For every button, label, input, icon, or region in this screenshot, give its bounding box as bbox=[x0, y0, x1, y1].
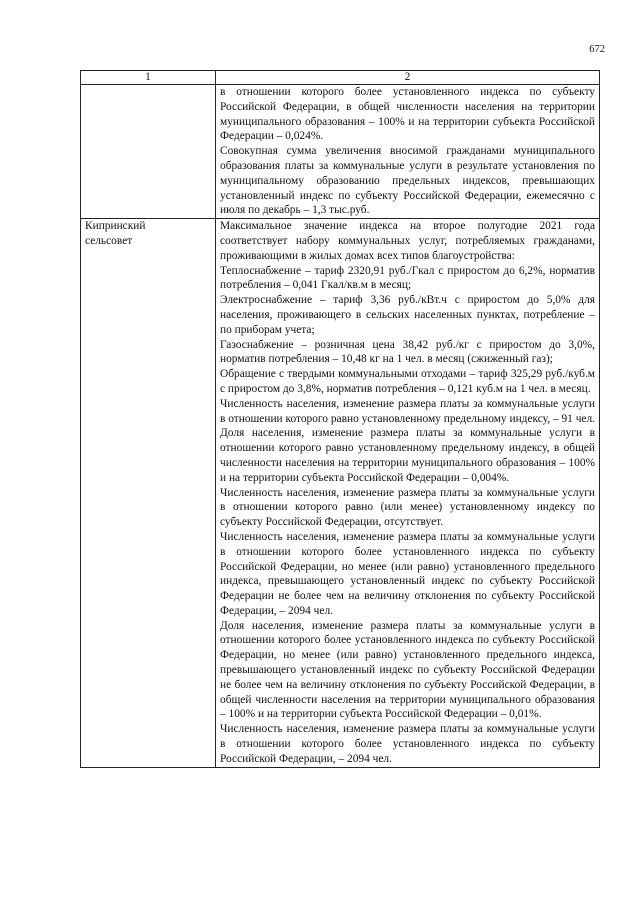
description-cell bbox=[216, 85, 600, 219]
paragraph: Численность населения, изменение размера платы за коммунальные услуги в отношении которого равно установленному предельному индексу, – 91 чел. bbox=[220, 397, 596, 425]
header-col-2: 2 bbox=[216, 71, 600, 85]
paragraph: Обращение с твердыми коммунальными отходами – тариф 325,29 руб./куб.м с приростом до 3,8%, норматив потребления – 0,121 куб.м на 1 чел. в месяц. bbox=[220, 368, 595, 395]
paragraph: Газоснабжение – розничная цена 38,42 руб./кг с приростом до 3,0%, норматив потребления – 10,48 кг на 1 чел. в месяц (сжиженный газ); bbox=[220, 338, 595, 366]
municipality-name-line: Кипринский bbox=[85, 220, 146, 233]
paragraph: Совокупная сумма увеличения вносимой гражданами муниципального образования платы за коммунальные услуги в результате установления по муниципальному образованию предельных индексов, превышающих установленный индекс по субъекту Российской Федерации, ежемесячно с июля по декабрь – 1,3 тыс.руб. bbox=[220, 145, 595, 217]
table-row bbox=[81, 219, 600, 767]
paragraph: Максимальное значение индекса на второе полугодие 2021 года соответствует набору коммунальных услуг, потребляемых гражданами, проживающими в жилых домах всех типов благоустройства: bbox=[220, 220, 595, 262]
paragraph: Теплоснабжение – тариф 2320,91 руб./Гкал с приростом до 6,2%, норматив потребления – 0,041 Гкал/кв.м в месяц; bbox=[220, 264, 595, 292]
page-number: 672 bbox=[589, 44, 605, 55]
paragraph: в отношении которого более установленного индекса по субъекту Российской Федерации, в общей численности населения на территории муниципального образования – 100% и на территории субъекта Российской Федерации – 0,024%. bbox=[220, 86, 595, 143]
header-col-1: 1 bbox=[81, 71, 216, 85]
paragraph: Численность населения, изменение размера платы за коммунальные услуги в отношении которого более установленного индекса по субъекту Российской Федерации, – 2094 чел. bbox=[220, 723, 595, 765]
paragraph: Электроснабжение – тариф 3,36 руб./кВт.ч с приростом до 5,0% для населения, проживающего в сельских населенных пунктах, потребление – по приборам учета; bbox=[220, 294, 595, 336]
paragraph: Численность населения, изменение размера платы за коммунальные услуги в отношении которого более установленного индекса по субъекту Российской Федерации, но менее (или равно) установленного предельного индекса, превышающего установленный индекс по субъекту Российской Федерации не более чем на величину отклонения по субъекту Российской Федерации, – 2094 чел. bbox=[220, 530, 595, 617]
document-table bbox=[80, 70, 600, 768]
table-row bbox=[81, 85, 600, 219]
paragraph: Численность населения, изменение размера платы за коммунальные услуги в отношении которого равно (или менее) установленному индексу по субъекту Российской Федерации, отсутствует. bbox=[220, 486, 595, 529]
municipality-name-line: сельсовет bbox=[85, 234, 133, 247]
paragraph: Доля населения, изменение размера платы за коммунальные услуги в отношении которого равно установленному предельному индексу, в общей численности населения на территории муниципального образования – 100% и на территории субъекта Российской Федерации – 0,004%. bbox=[220, 427, 595, 484]
table-header-row bbox=[81, 71, 600, 85]
municipality-name-cell bbox=[81, 85, 216, 219]
municipality-name-cell bbox=[81, 219, 216, 767]
description-cell bbox=[216, 219, 600, 767]
paragraph: Доля населения, изменение размера платы за коммунальные услуги в отношении которого более установленного индекса по субъекту Российской Федерации, но менее (или равно) установленного предельного индекса, превышающего установленный индекс по субъекту Российской Федерации не более чем на величину отклонения по субъекту Российской Федерации, в общей численности населения на территории муниципального образования – 100% и на территории субъекта Российской Федерации – 0,01%. bbox=[220, 619, 595, 721]
